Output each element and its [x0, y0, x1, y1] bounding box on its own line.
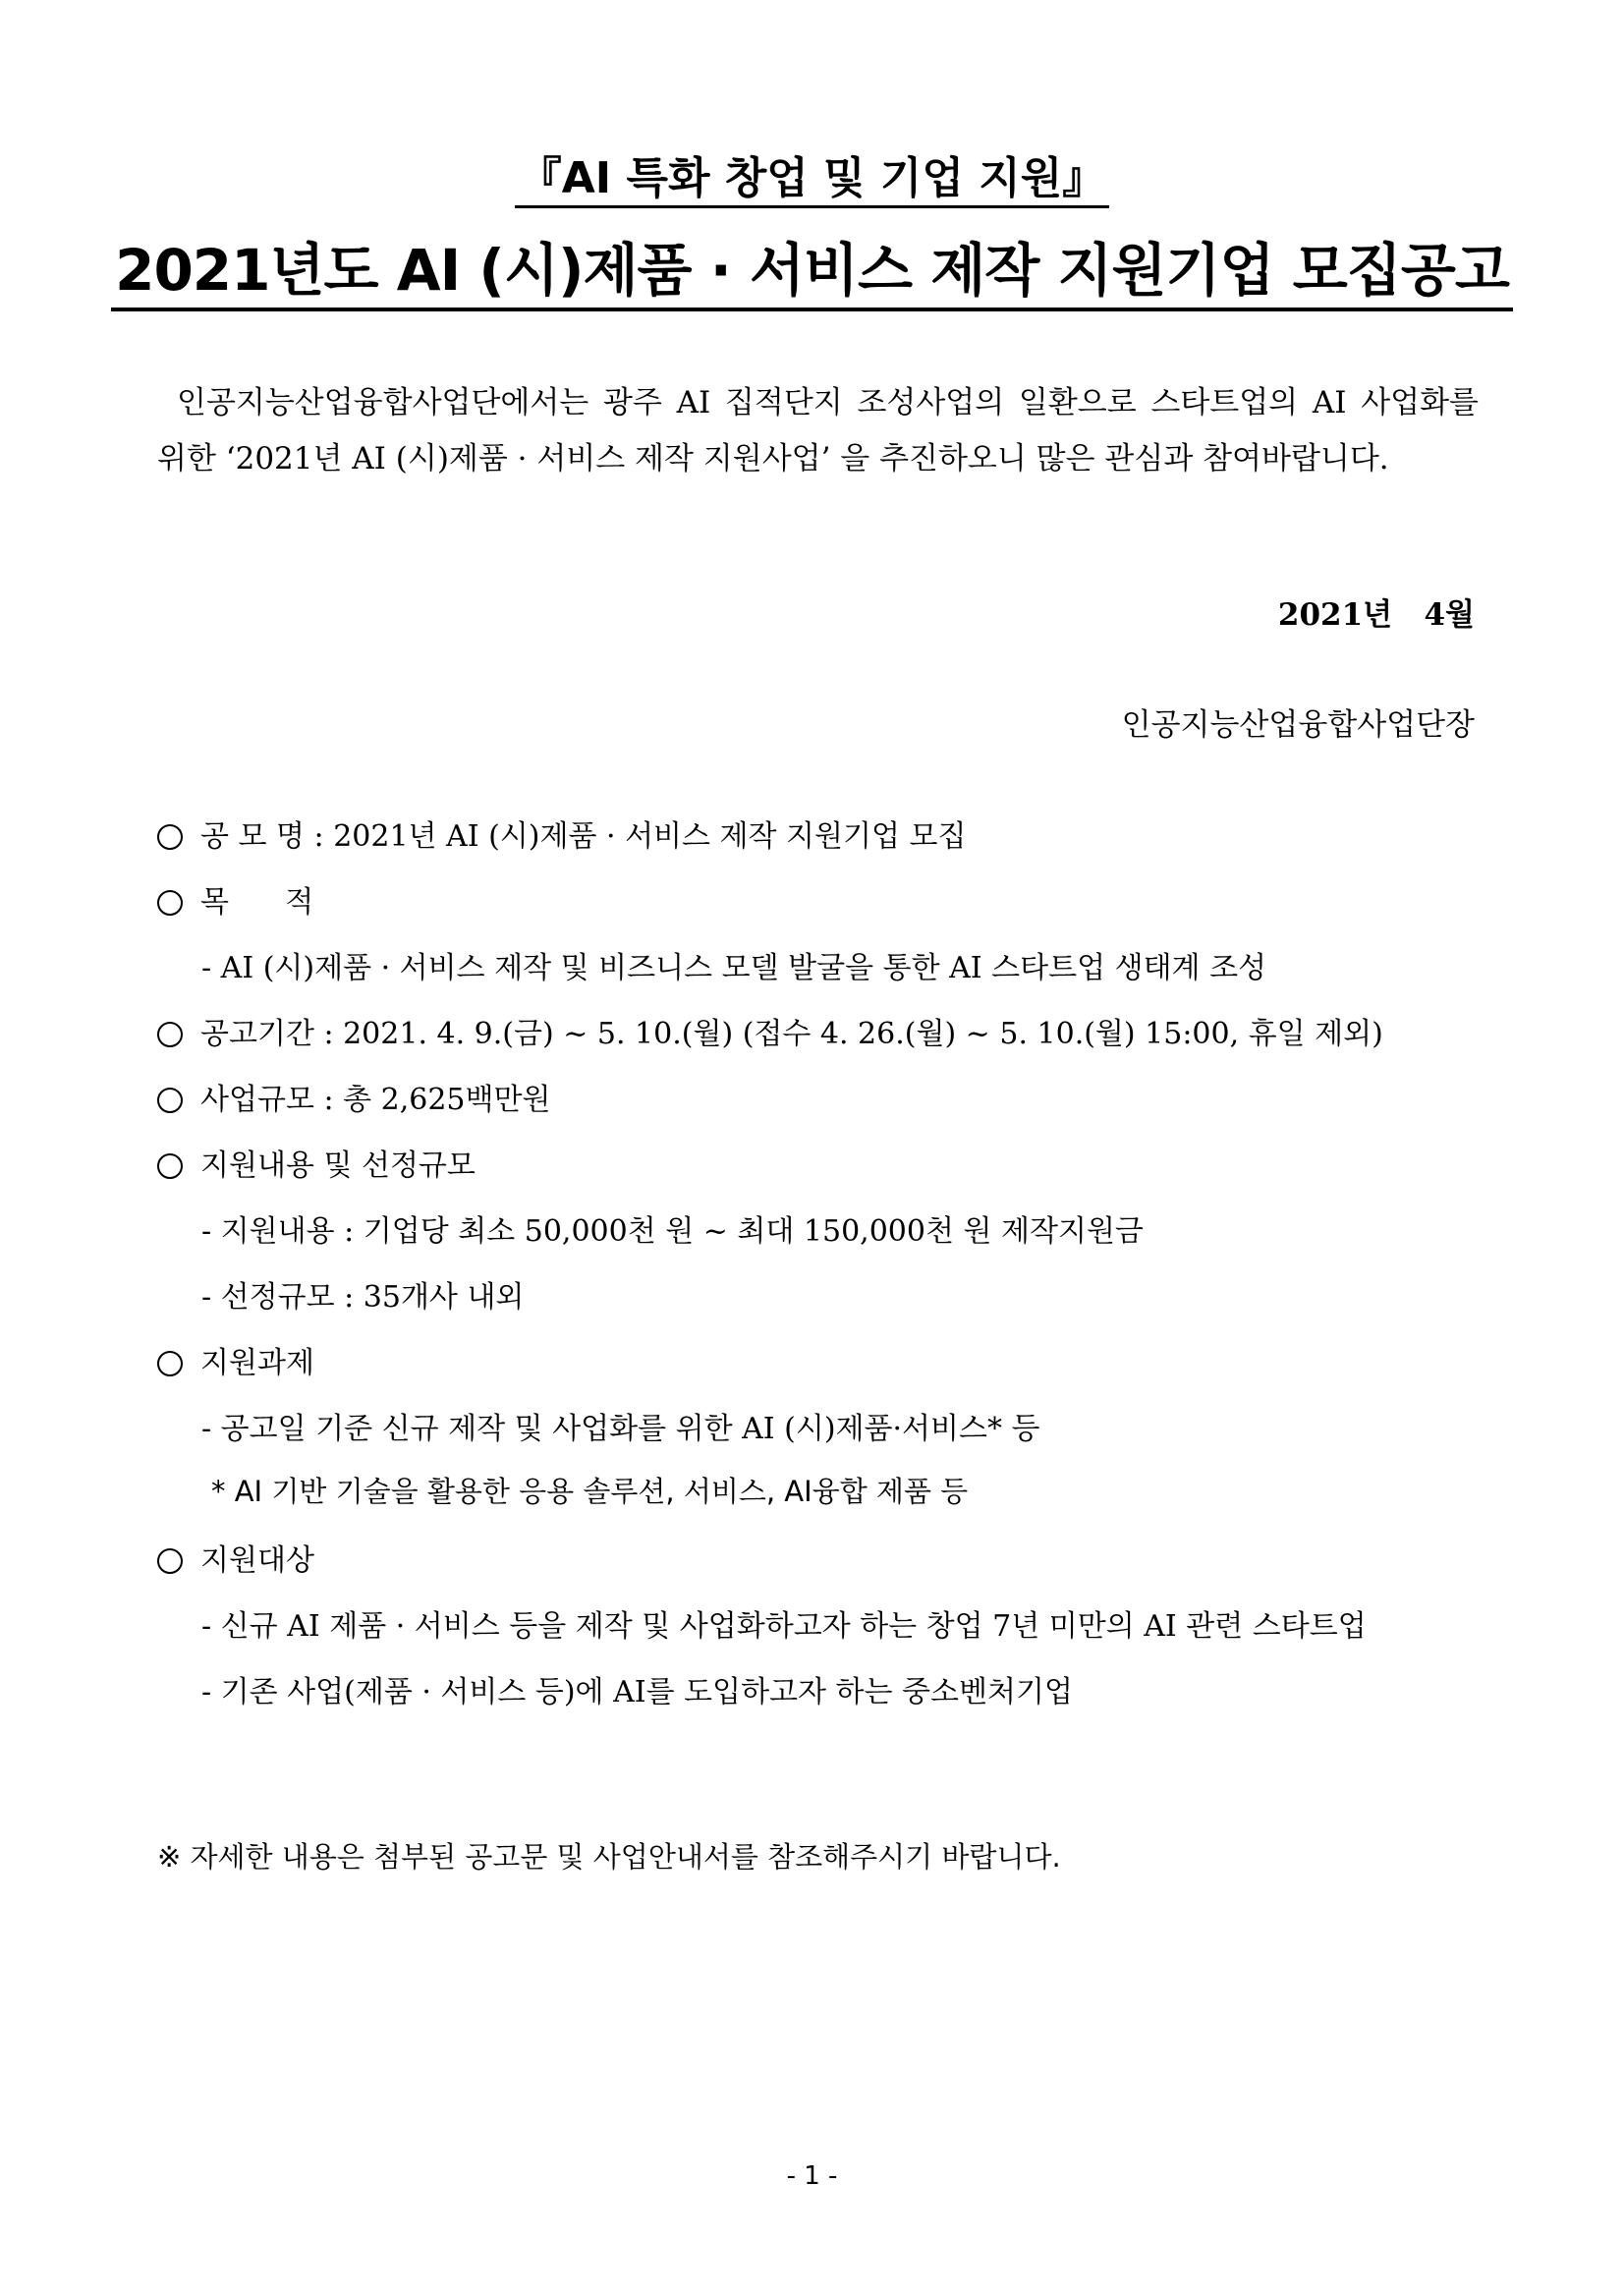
list-subitem-eligibility-startup: - 신규 AI 제품 · 서비스 등을 제작 및 사업화하고자 하는 창업 7년 미만의 AI 관련 스타트업 [201, 1609, 1367, 1644]
list-subitem-support-content: - 지원내용 : 기업당 최소 50,000천 원 ~ 최대 150,000천 원 제작지원금 [201, 1214, 1144, 1249]
issuing-organization: 인공지능산업융합사업단장 [1121, 707, 1475, 743]
list-subitem-selection-scale: - 선정규모 : 35개사 내외 [201, 1280, 525, 1315]
list-item-scale: 사업규모 : 총 2,625백만원 [157, 1075, 550, 1118]
circle-bullet-icon [157, 1022, 183, 1047]
list-subitem-purpose: - AI (시)제품 · 서비스 제작 및 비즈니스 모델 발굴을 통한 AI 스타트업 생태계 조성 [201, 951, 1267, 985]
list-footnote-tasks: * AI 기반 기술을 활용한 응용 솔루션, 서비스, AI융합 제품 등 [211, 1475, 969, 1508]
subtitle-heading: 『AI 특화 창업 및 기업 지원』 [0, 142, 1624, 205]
list-item-period: 공고기간 : 2021. 4. 9.(금) ~ 5. 10.(월) (접수 4. 26.(월) ~ 5. 10.(월) 15:00, 휴일 제외) [157, 1009, 1383, 1052]
circle-bullet-icon [157, 1088, 183, 1113]
list-subitem-tasks: - 공고일 기준 신규 제작 및 사업화를 위한 AI (시)제품·서비스* 등 [201, 1412, 1040, 1446]
main-title: 2021년도 AI (시)제품 · 서비스 제작 지원기업 모집공고 [0, 224, 1624, 307]
circle-bullet-icon [157, 824, 183, 850]
list-item-purpose: 목 적 [157, 877, 313, 921]
reference-note: ※ 자세한 내용은 첨부된 공고문 및 사업안내서를 참조해주시기 바랍니다. [157, 1840, 1061, 1874]
list-item-eligibility: 지원대상 [157, 1536, 314, 1579]
intro-paragraph: 인공지능산업융합사업단에서는 광주 AI 집적단지 조성사업의 일환으로 스타트업의 AI 사업화를 위한 ‘2021년 AI (시)제품 · 서비스 제작 지원사업’ 을 추진하오니 많은 관심과 참여바랍니다. [157, 385, 1479, 476]
list-item-tasks: 지원과제 [157, 1338, 314, 1381]
list-item-support: 지원내용 및 선정규모 [157, 1141, 476, 1184]
page-number: - 1 - [786, 2161, 838, 2191]
circle-bullet-icon [157, 1548, 183, 1574]
list-subitem-eligibility-sme: - 기존 사업(제품 · 서비스 등)에 AI를 도입하고자 하는 중소벤처기업 [201, 1675, 1073, 1709]
circle-bullet-icon [157, 890, 183, 916]
circle-bullet-icon [157, 1351, 183, 1376]
circle-bullet-icon [157, 1153, 183, 1179]
announcement-date: 2021년 4월 [1277, 597, 1475, 633]
list-item-name: 공 모 명 : 2021년 AI (시)제품 · 서비스 제작 지원기업 모집 [157, 812, 966, 855]
